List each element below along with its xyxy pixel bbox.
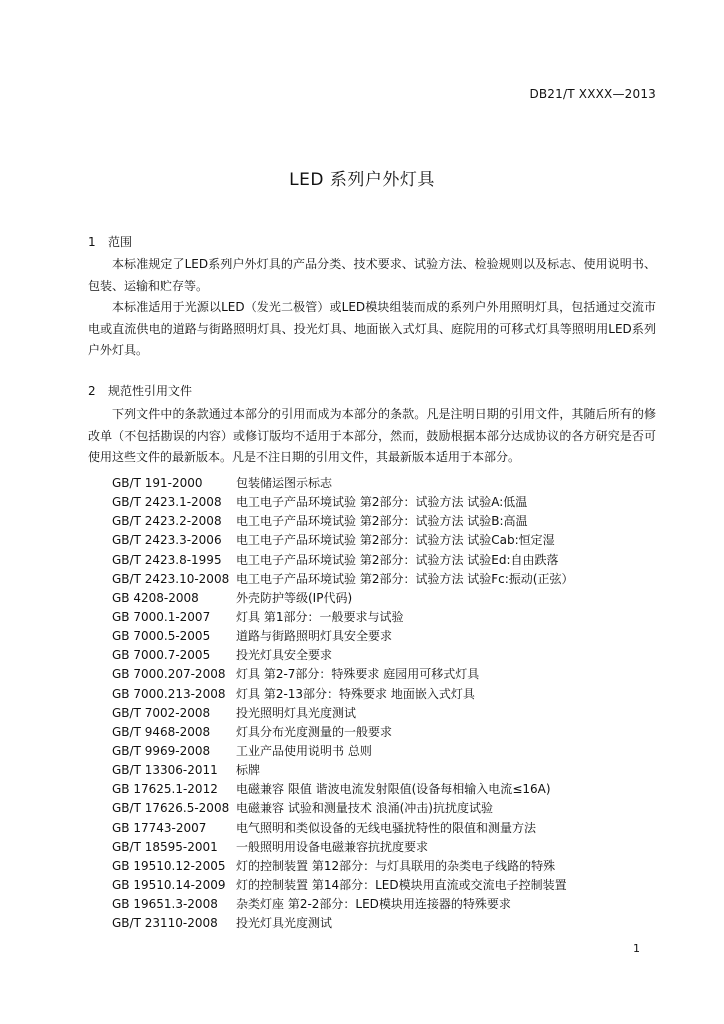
reference-code: GB 4208-2008 (112, 590, 199, 605)
standard-code: DB21/T XXXX—2013 (529, 87, 656, 101)
reference-code: GB/T 7002-2008 (112, 705, 211, 720)
section-title: 规范性引用文件 (108, 384, 193, 398)
reference-code: GB 19510.12-2005 (112, 858, 226, 873)
scope-paragraph-1: 本标准规定了LED系列户外灯具的产品分类、技术要求、试验方法、检验规则以及标志、使用说明书、包装、运输和贮存等。 (88, 257, 656, 293)
reference-title: 电磁兼容 限值 谐波电流发射限值(设备每相输入电流≤16A) (236, 782, 551, 797)
reference-code: GB/T 9969-2008 (112, 743, 211, 758)
reference-title: 电工电子产品环境试验 第2部分：试验方法 试验A:低温 (236, 495, 528, 510)
reference-title: 灯具 第1部分：一般要求与试验 (236, 609, 404, 624)
reference-item (112, 876, 574, 895)
reference-title: 灯的控制装置 第14部分：LED模块用直流或交流电子控制装置 (236, 877, 567, 892)
reference-code: GB 7000.207-2008 (112, 667, 226, 682)
reference-code: GB/T 9468-2008 (112, 724, 211, 739)
reference-title: 投光灯具安全要求 (236, 648, 333, 663)
reference-item (112, 857, 574, 876)
reference-title: 投光照明灯具光度测试 (236, 705, 357, 720)
scope-paragraph-2: 本标准适用于光源以LED（发光二极管）或LED模块组装而成的系列户外用照明灯具，包括通过交流市电或直流供电的道路与街路照明灯具、投光灯具、地面嵌入式灯具、庭院用的可移式灯具等照明用LED系列户外灯具。 (88, 300, 656, 357)
reference-item (112, 761, 574, 780)
reference-title: 灯具 第2-13部分：特殊要求 地面嵌入式灯具 (236, 686, 475, 701)
reference-item (112, 780, 574, 799)
reference-code: GB 7000.5-2005 (112, 629, 211, 644)
reference-title: 投光灯具光度测试 (236, 916, 333, 931)
reference-code: GB/T 2423.10-2008 (112, 571, 230, 586)
reference-code: GB/T 13306-2011 (112, 763, 218, 778)
reference-code: GB 7000.7-2005 (112, 648, 211, 663)
reference-code: GB/T 23110-2008 (112, 916, 218, 931)
reference-code: GB/T 2423.1-2008 (112, 495, 222, 510)
section-number: 2 (88, 384, 96, 398)
reference-title: 工业产品使用说明书 总则 (236, 743, 372, 758)
reference-title: 灯的控制装置 第12部分：与灯具联用的杂类电子线路的特殊 (236, 858, 556, 873)
reference-title: 一般照明用设备电磁兼容抗扰度要求 (236, 839, 429, 854)
reference-title: 灯具 第2-7部分：特殊要求 庭园用可移式灯具 (236, 667, 480, 682)
reference-code: GB/T 2423.3-2006 (112, 533, 222, 548)
references-intro-paragraph: 下列文件中的条款通过本部分的引用而成为本部分的条款。凡是注明日期的引用文件，其随后所有的修改单（不包括勘误的内容）或修订版均不适用于本部分，然而，鼓励根据本部分达成协议的各方研究是否可使用这些文件的最新版本。凡是不注日期的引用文件，其最新版本适用于本部分。 (88, 407, 656, 464)
reference-item (112, 589, 574, 608)
reference-title: 标牌 (236, 763, 261, 778)
reference-code: GB/T 2423.8-1995 (112, 552, 222, 567)
reference-item (112, 723, 574, 742)
reference-item (112, 646, 574, 665)
reference-item (112, 819, 574, 838)
reference-item (112, 895, 574, 914)
reference-item (112, 474, 574, 493)
reference-item (112, 838, 574, 857)
reference-code: GB 17625.1-2012 (112, 782, 218, 797)
reference-item (112, 627, 574, 646)
reference-code: GB/T 191-2000 (112, 476, 203, 490)
reference-title: 包装储运图示标志 (236, 476, 333, 490)
reference-title: 电工电子产品环境试验 第2部分：试验方法 试验Ed:自由跌落 (236, 552, 559, 567)
reference-item (112, 704, 574, 723)
reference-title: 电工电子产品环境试验 第2部分：试验方法 试验Cab:恒定湿 (236, 533, 555, 548)
reference-title: 电工电子产品环境试验 第2部分：试验方法 试验B:高温 (236, 514, 528, 529)
reference-code: GB 19651.3-2008 (112, 897, 218, 912)
reference-code: GB 7000.1-2007 (112, 609, 211, 624)
document-title: LED 系列户外灯具 (289, 170, 435, 190)
reference-item (112, 512, 574, 531)
reference-item (112, 608, 574, 627)
reference-item (112, 914, 574, 933)
reference-title: 电气照明和类似设备的无线电骚扰特性的限值和测量方法 (236, 820, 537, 835)
section-number: 1 (88, 235, 96, 249)
reference-code: GB 17743-2007 (112, 820, 207, 835)
reference-item (112, 570, 574, 589)
page-number: 1 (633, 942, 640, 955)
reference-title: 灯具分布光度测量的一般要求 (236, 724, 393, 739)
section-title: 范围 (108, 235, 133, 249)
reference-item (112, 665, 574, 684)
reference-title: 电磁兼容 试验和测量技术 浪涌(冲击)抗扰度试验 (236, 801, 493, 816)
reference-code: GB 19510.14-2009 (112, 877, 226, 892)
reference-item (112, 799, 574, 818)
reference-item (112, 551, 574, 570)
reference-title: 道路与街路照明灯具安全要求 (236, 629, 393, 644)
reference-code: GB/T 17626.5-2008 (112, 801, 230, 816)
reference-item (112, 742, 574, 761)
reference-item (112, 493, 574, 512)
reference-code: GB/T 2423.2-2008 (112, 514, 222, 529)
reference-item (112, 531, 574, 550)
reference-code: GB/T 18595-2001 (112, 839, 218, 854)
reference-code: GB 7000.213-2008 (112, 686, 226, 701)
section-heading-scope (88, 233, 132, 250)
reference-title: 电工电子产品环境试验 第2部分：试验方法 试验Fc:振动(正弦） (236, 571, 574, 586)
reference-title: 杂类灯座 第2-2部分：LED模块用连接器的特殊要求 (236, 897, 511, 912)
reference-title: 外壳防护等级(IP代码) (236, 590, 353, 605)
reference-list (112, 474, 574, 933)
reference-item (112, 685, 574, 704)
section-heading-normative-references (88, 382, 192, 399)
